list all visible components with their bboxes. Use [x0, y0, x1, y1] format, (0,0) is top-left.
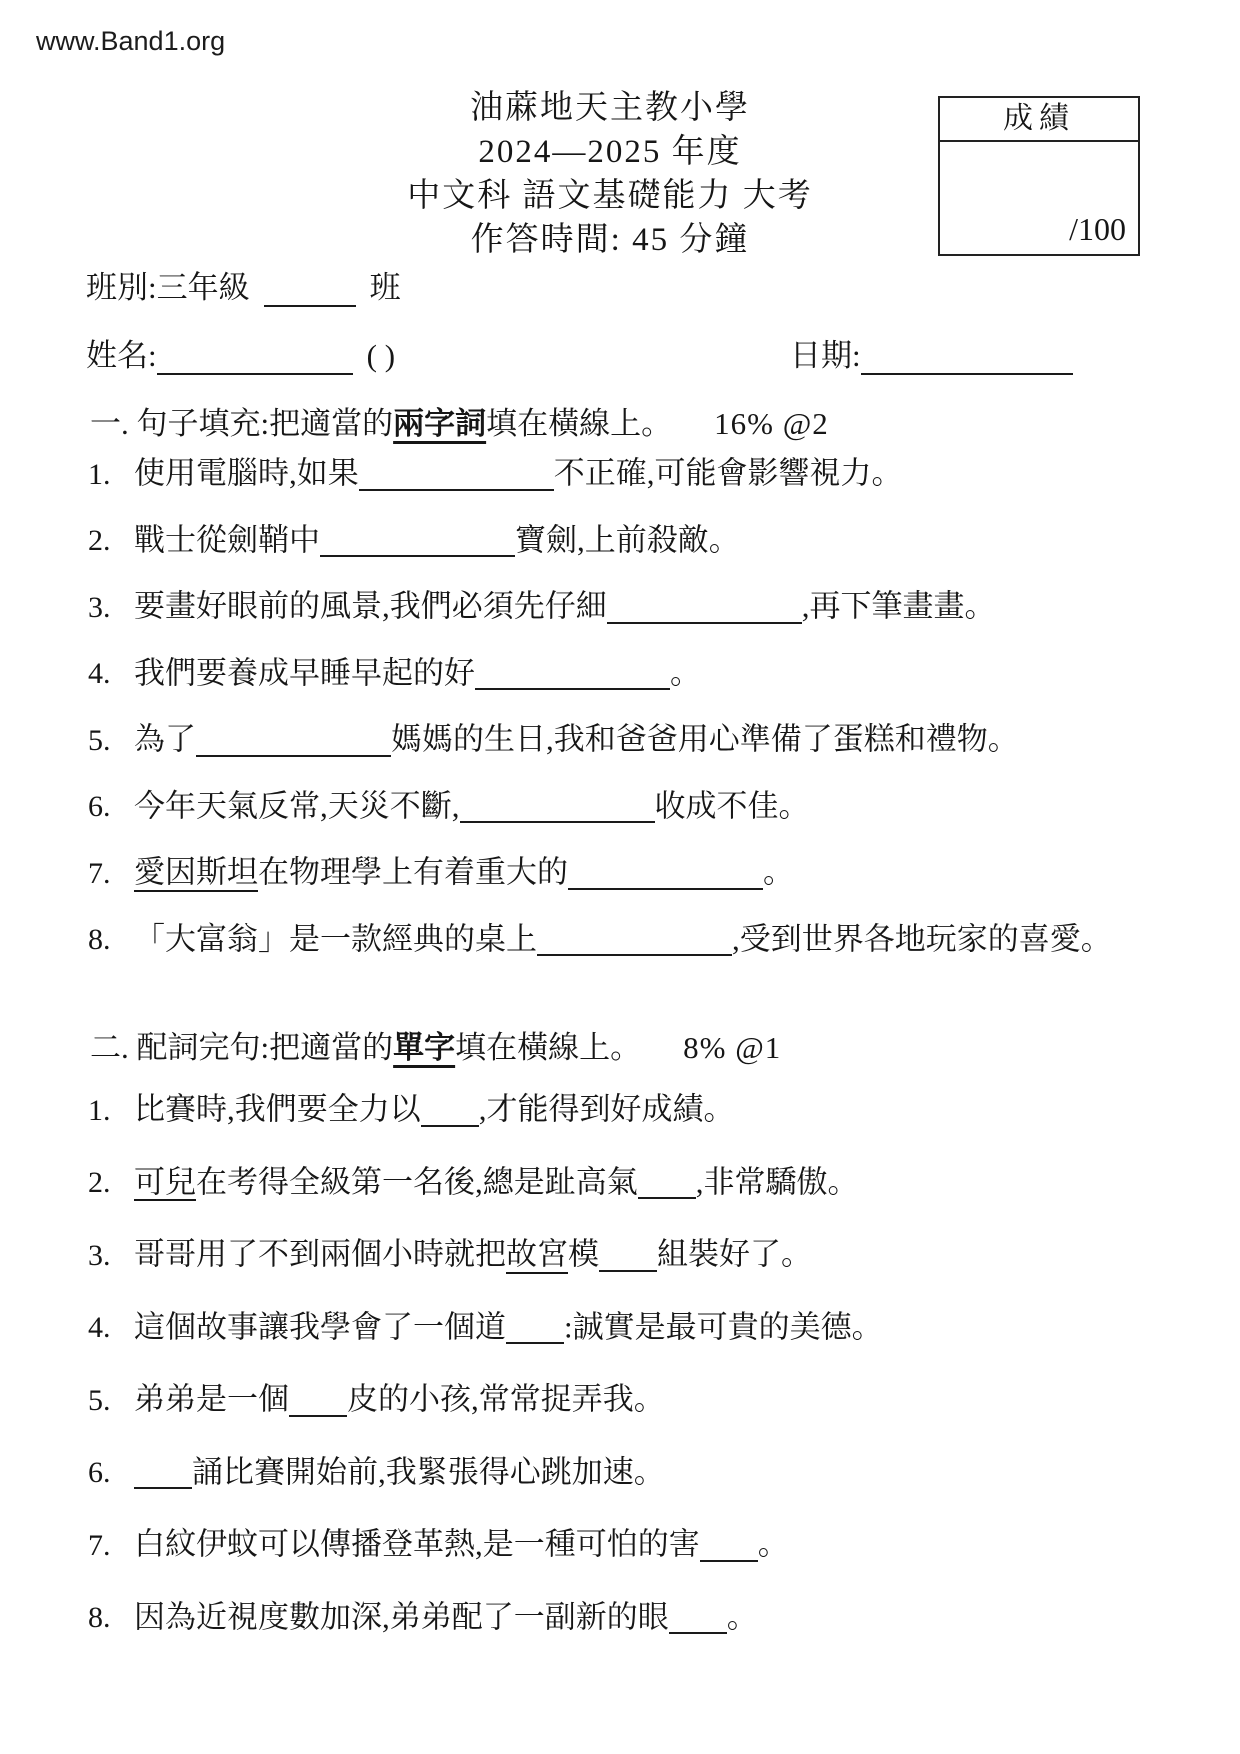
date-label: 日期: [790, 338, 861, 373]
school-year: 2024—2025 年度 [478, 134, 742, 170]
class-blank [264, 272, 356, 307]
answer-blank [638, 1165, 696, 1200]
question-number: 2. [88, 1166, 111, 1200]
question-item [88, 1382, 1218, 1418]
text-segment: 我們要養成早睡早起的好 [134, 655, 475, 691]
text-segment: 填在橫線上。 [486, 406, 673, 441]
text-segment: 在物理學上有着重大的 [258, 854, 568, 890]
class-label: 班別:三年級 [86, 270, 250, 305]
answer-blank [607, 589, 802, 624]
question-number: 8. [88, 1601, 111, 1635]
text-segment: ,才能得到好成績。 [478, 1091, 735, 1127]
text-segment: 因為近視度數加深,弟弟配了一副新的眼 [134, 1599, 669, 1635]
text-segment: 填在橫線上。 [455, 1030, 642, 1065]
text-segment: 使用電腦時,如果 [134, 455, 359, 491]
text-segment: 誦比賽開始前,我緊張得心跳加速。 [192, 1454, 665, 1490]
question-item [88, 523, 1218, 559]
date-part [790, 330, 1073, 375]
proper-noun-underlined: 故宮 [506, 1236, 568, 1272]
question-text [134, 1455, 665, 1490]
text-segment: 這個故事讓我學會了一個道 [134, 1309, 506, 1345]
text-segment: 皮的小孩,常常捉弄我。 [347, 1381, 665, 1417]
text-segment: 今年天氣反常,天災不斷, [134, 788, 460, 824]
text-segment: ,受到世界各地玩家的喜愛。 [732, 921, 1112, 957]
text-segment: 在考得全級第一名後,總是趾高氣 [196, 1164, 638, 1200]
text-segment: 要畫好眼前的風景,我們必須先仔細 [134, 588, 607, 624]
emphasized-term: 單字 [393, 1030, 456, 1065]
watermark-url: www.Band1.org [36, 26, 226, 56]
question-item [88, 1600, 1218, 1636]
text-segment: 白紋伊蚊可以傳播登革熱,是一種可怕的害 [134, 1526, 700, 1562]
question-text [134, 789, 810, 824]
text-segment: 。 [763, 854, 794, 890]
question-item [88, 789, 1218, 825]
answer-blank [537, 922, 732, 957]
question-number: 4. [88, 1311, 111, 1345]
proper-noun-underlined: 愛因斯坦 [134, 854, 258, 890]
proper-noun-underlined: 可兒 [134, 1164, 196, 1200]
question-item [88, 1455, 1218, 1491]
question-item [88, 1237, 1218, 1273]
question-text [134, 1310, 883, 1345]
text-segment: 寶劍,上前殺敵。 [515, 522, 740, 558]
text-segment: 哥哥用了不到兩個小時就把 [134, 1236, 506, 1272]
section1-question-list [88, 456, 1218, 988]
question-number: 2. [88, 524, 111, 558]
name-label: 姓名: [86, 338, 157, 373]
section2-score: 8% @1 [683, 1030, 782, 1065]
date-blank [861, 340, 1073, 375]
text-segment: 比賽時,我們要全力以 [134, 1091, 421, 1127]
question-item [88, 589, 1218, 625]
text-segment: 戰士從劍鞘中 [134, 522, 320, 558]
text-segment: :誠實是最可貴的美德。 [564, 1309, 883, 1345]
question-item [88, 1165, 1218, 1201]
question-item [88, 656, 1218, 692]
question-item [88, 1527, 1218, 1563]
emphasized-term: 兩字詞 [393, 406, 487, 441]
question-text [134, 922, 1112, 957]
text-segment: ,非常驕傲。 [695, 1164, 859, 1200]
question-text [134, 1165, 859, 1200]
question-text [134, 1237, 812, 1272]
exam-title: 中文科 語文基礎能力 大考 [407, 178, 813, 214]
answer-blank [320, 523, 515, 558]
question-item [88, 1310, 1218, 1346]
section1-heading [90, 398, 829, 443]
question-number: 7. [88, 856, 111, 890]
exam-duration: 作答時間: 45 分鐘 [470, 222, 750, 258]
question-item [88, 922, 1218, 958]
question-item [88, 855, 1218, 891]
question-number: 3. [88, 1238, 111, 1272]
question-text [134, 656, 701, 691]
answer-blank [568, 855, 763, 890]
text-segment: 。 [757, 1526, 789, 1562]
answer-blank [421, 1092, 479, 1127]
question-text [134, 722, 1019, 757]
question-text [134, 523, 740, 558]
answer-blank [669, 1600, 727, 1635]
answer-blank [599, 1237, 657, 1272]
text-segment: 弟弟是一個 [134, 1381, 289, 1417]
answer-blank [196, 722, 391, 757]
answer-blank [475, 656, 670, 691]
score-box-title: 成績 [940, 98, 1138, 142]
question-number: 7. [88, 1528, 111, 1562]
question-text [134, 456, 903, 491]
text-segment: 一. 句子填充:把適當的 [90, 406, 394, 441]
question-text [134, 1382, 665, 1417]
question-number: 4. [88, 657, 111, 691]
question-number: 5. [88, 1383, 111, 1417]
text-segment: 組裝好了。 [657, 1236, 812, 1272]
question-number: 1. [88, 1093, 111, 1127]
question-text [134, 589, 996, 624]
section1-heading-text [90, 406, 672, 441]
section2-question-list [88, 1092, 1218, 1672]
section2-heading [90, 1022, 781, 1067]
answer-blank [134, 1455, 192, 1490]
question-number: 6. [88, 1456, 111, 1490]
question-number: 6. [88, 790, 111, 824]
text-segment: 「大富翁」是一款經典的桌上 [134, 921, 537, 957]
question-number: 5. [88, 723, 111, 757]
question-number: 3. [88, 590, 111, 624]
class-suffix: 班 [369, 270, 401, 305]
answer-blank [359, 456, 554, 491]
section1-score: 16% @2 [714, 406, 829, 441]
question-item [88, 722, 1218, 758]
name-date-row [86, 330, 1154, 375]
text-segment: 模 [568, 1236, 599, 1272]
answer-blank [460, 789, 655, 824]
question-item [88, 1092, 1218, 1128]
question-item [88, 456, 1218, 492]
text-segment: 。 [670, 655, 701, 691]
text-segment: 收成不佳。 [654, 788, 810, 824]
text-segment: 不正確,可能會影響視力。 [553, 455, 903, 491]
answer-blank [700, 1527, 758, 1562]
answer-blank [506, 1310, 564, 1345]
score-total: /100 [1069, 211, 1126, 247]
question-number: 8. [88, 923, 111, 957]
question-text [134, 1092, 735, 1127]
question-text [134, 855, 794, 890]
text-segment: 為了 [134, 721, 196, 757]
question-text [134, 1600, 758, 1635]
question-number: 1. [88, 457, 111, 491]
text-segment: 媽媽的生日,我和爸爸用心準備了蛋糕和禮物。 [391, 721, 1019, 757]
school-name: 油蔴地天主教小學 [470, 90, 750, 126]
text-segment: 。 [726, 1599, 758, 1635]
name-blank [157, 340, 353, 375]
name-paren: ( ) [366, 338, 396, 373]
text-segment: ,再下筆畫畫。 [801, 588, 996, 624]
text-segment: 二. 配詞完句:把適當的 [90, 1030, 394, 1065]
class-row [86, 262, 401, 307]
answer-blank [289, 1382, 347, 1417]
section2-heading-text [90, 1030, 641, 1065]
question-text [134, 1527, 789, 1562]
